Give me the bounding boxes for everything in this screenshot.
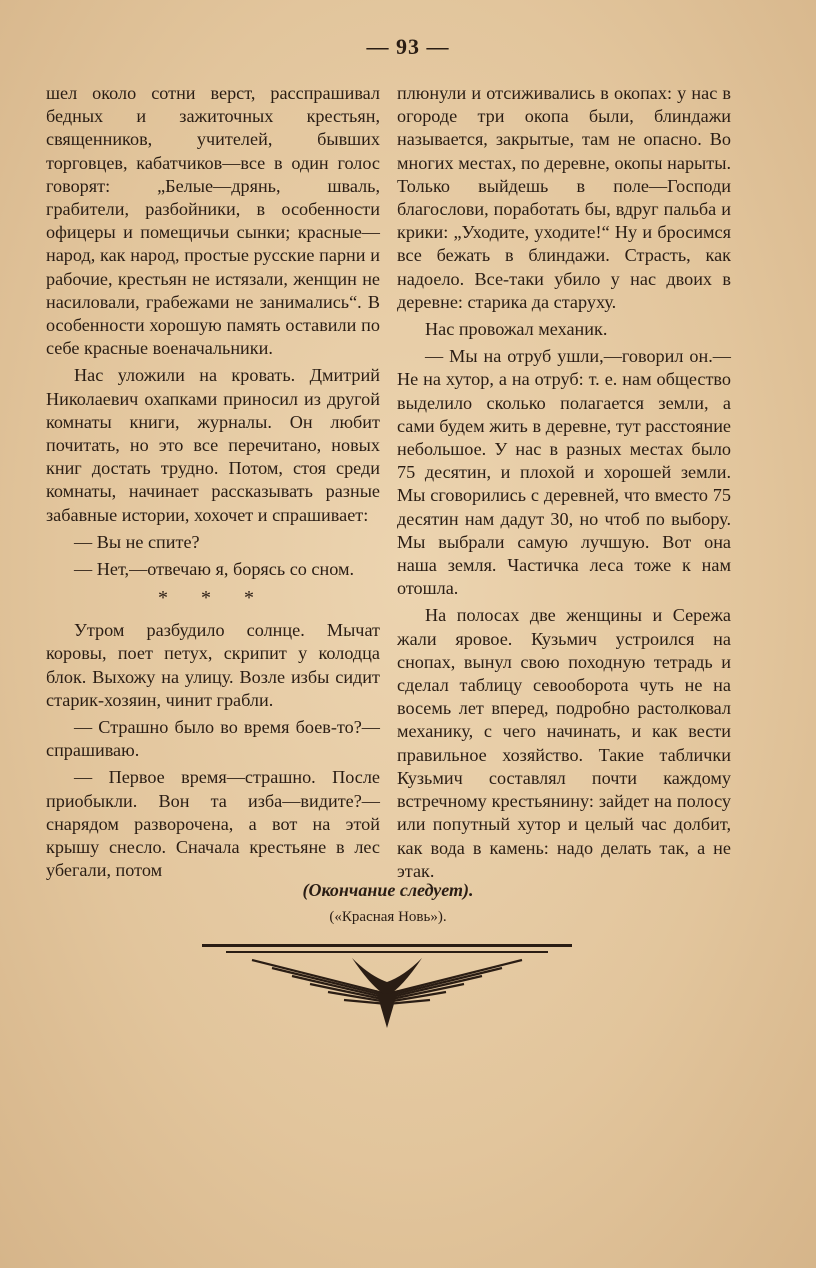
right-column [397, 82, 731, 883]
paragraph: шел около сотни верст, расспрашивал бедных и зажиточных крестьян, священников, учителей, бывших торговцев, кабатчиков—все в один голос говорят: „Белые—дрянь, шваль, грабители, разбойники, в особенности офицеры и помещичьи сынки; красные—народ, как народ, простые русские парни и рабочие, крестьян не истязали, женщин не насиловали, грабежами не занимались“. В особенности хорошую память оставили по себе красные военачальники. [46, 83, 380, 359]
winged-ornament-icon [192, 938, 582, 1030]
paragraph: Нас уложили на кровать. Дмитрий Николаевич охапками приносил из другой комнаты книги, журналы. Он любит почитать, но это все перечитано, новых книг достать трудно. Потом, стоя среди комнаты, начинает рассказывать разные забавные истории, хохочет и спрашивает: [46, 365, 380, 525]
continuation-note: (Окончание следует). [302, 880, 474, 900]
paragraph: Утром разбудило солнце. Мычат коровы, поет петух, скрипит у колодца блок. Выхожу на улицу. Возле избы сидит старик-хозяин, чинит грабли. [46, 620, 380, 710]
left-column [46, 82, 380, 883]
paragraph: плюнули и отсиживались в окопах: у нас в огороде три окопа были, блиндажи называется, закрытые, там не опасно. Во многих местах, по деревне, окопы нарыты. Только выйдешь в поле—Господи благослови, поработать бы, вдруг пальба и крики: „Уходите, уходите!“ Ну и бросимся все бежать в блиндажи. Страсть, как надоело. Все-таки убило у нас двоих в деревне: старика да старуху. [397, 83, 731, 312]
paragraph: — Вы не спите? [74, 531, 200, 552]
paragraph: На полосах две женщины и Сережа жали яровое. Кузьмич устроился на снопах, вынул свою походную тетрадь и сделал таблицу севооборота чуть не на восемь лет вперед, подробно растолковал механику, с чего начинать, и как вести правильное хозяйство. Такие таблички Кузьмич составлял почти каждому встречному крестьянину: зайдет на полосу или попутный хутор и целый час долбит, как вода в камень: надо делать так, а не этак. [397, 605, 731, 881]
source-citation: («Красная Новь»). [329, 909, 447, 925]
page-number: — 93 — [366, 34, 450, 59]
paragraph: — Мы на отруб ушли,—говорил он.—Не на хутор, а на отруб: т. е. нам общество выделило сколько полагается земли, а сами будем жить в деревне, тут расстояние небольшое. У нас в разных местах было 75 десятин, и плохой и хорошей земли. Мы сговорились с деревней, что вместо 75 десятин нам дадут 30, но чтоб по выбору. Мы выбрали самую лучшую. Вот она наша земля. Частичка леса тоже к нам отошла. [397, 346, 731, 599]
section-break [46, 587, 380, 610]
paragraph: — Первое время—страшно. После приобыкли. Вон та изба—видите?—снарядом разворочена, а вот на этой крышу снесло. Сначала крестьяне в лес убегали, потом [46, 767, 380, 881]
paragraph: — Нет,—отвечаю я, борясь со сном. [74, 559, 355, 580]
paragraph: — Страшно было во время боев-то?—спрашиваю. [46, 717, 380, 761]
paragraph: Нас провожал механик. [425, 319, 608, 340]
section-break-text: * * * [158, 587, 268, 610]
